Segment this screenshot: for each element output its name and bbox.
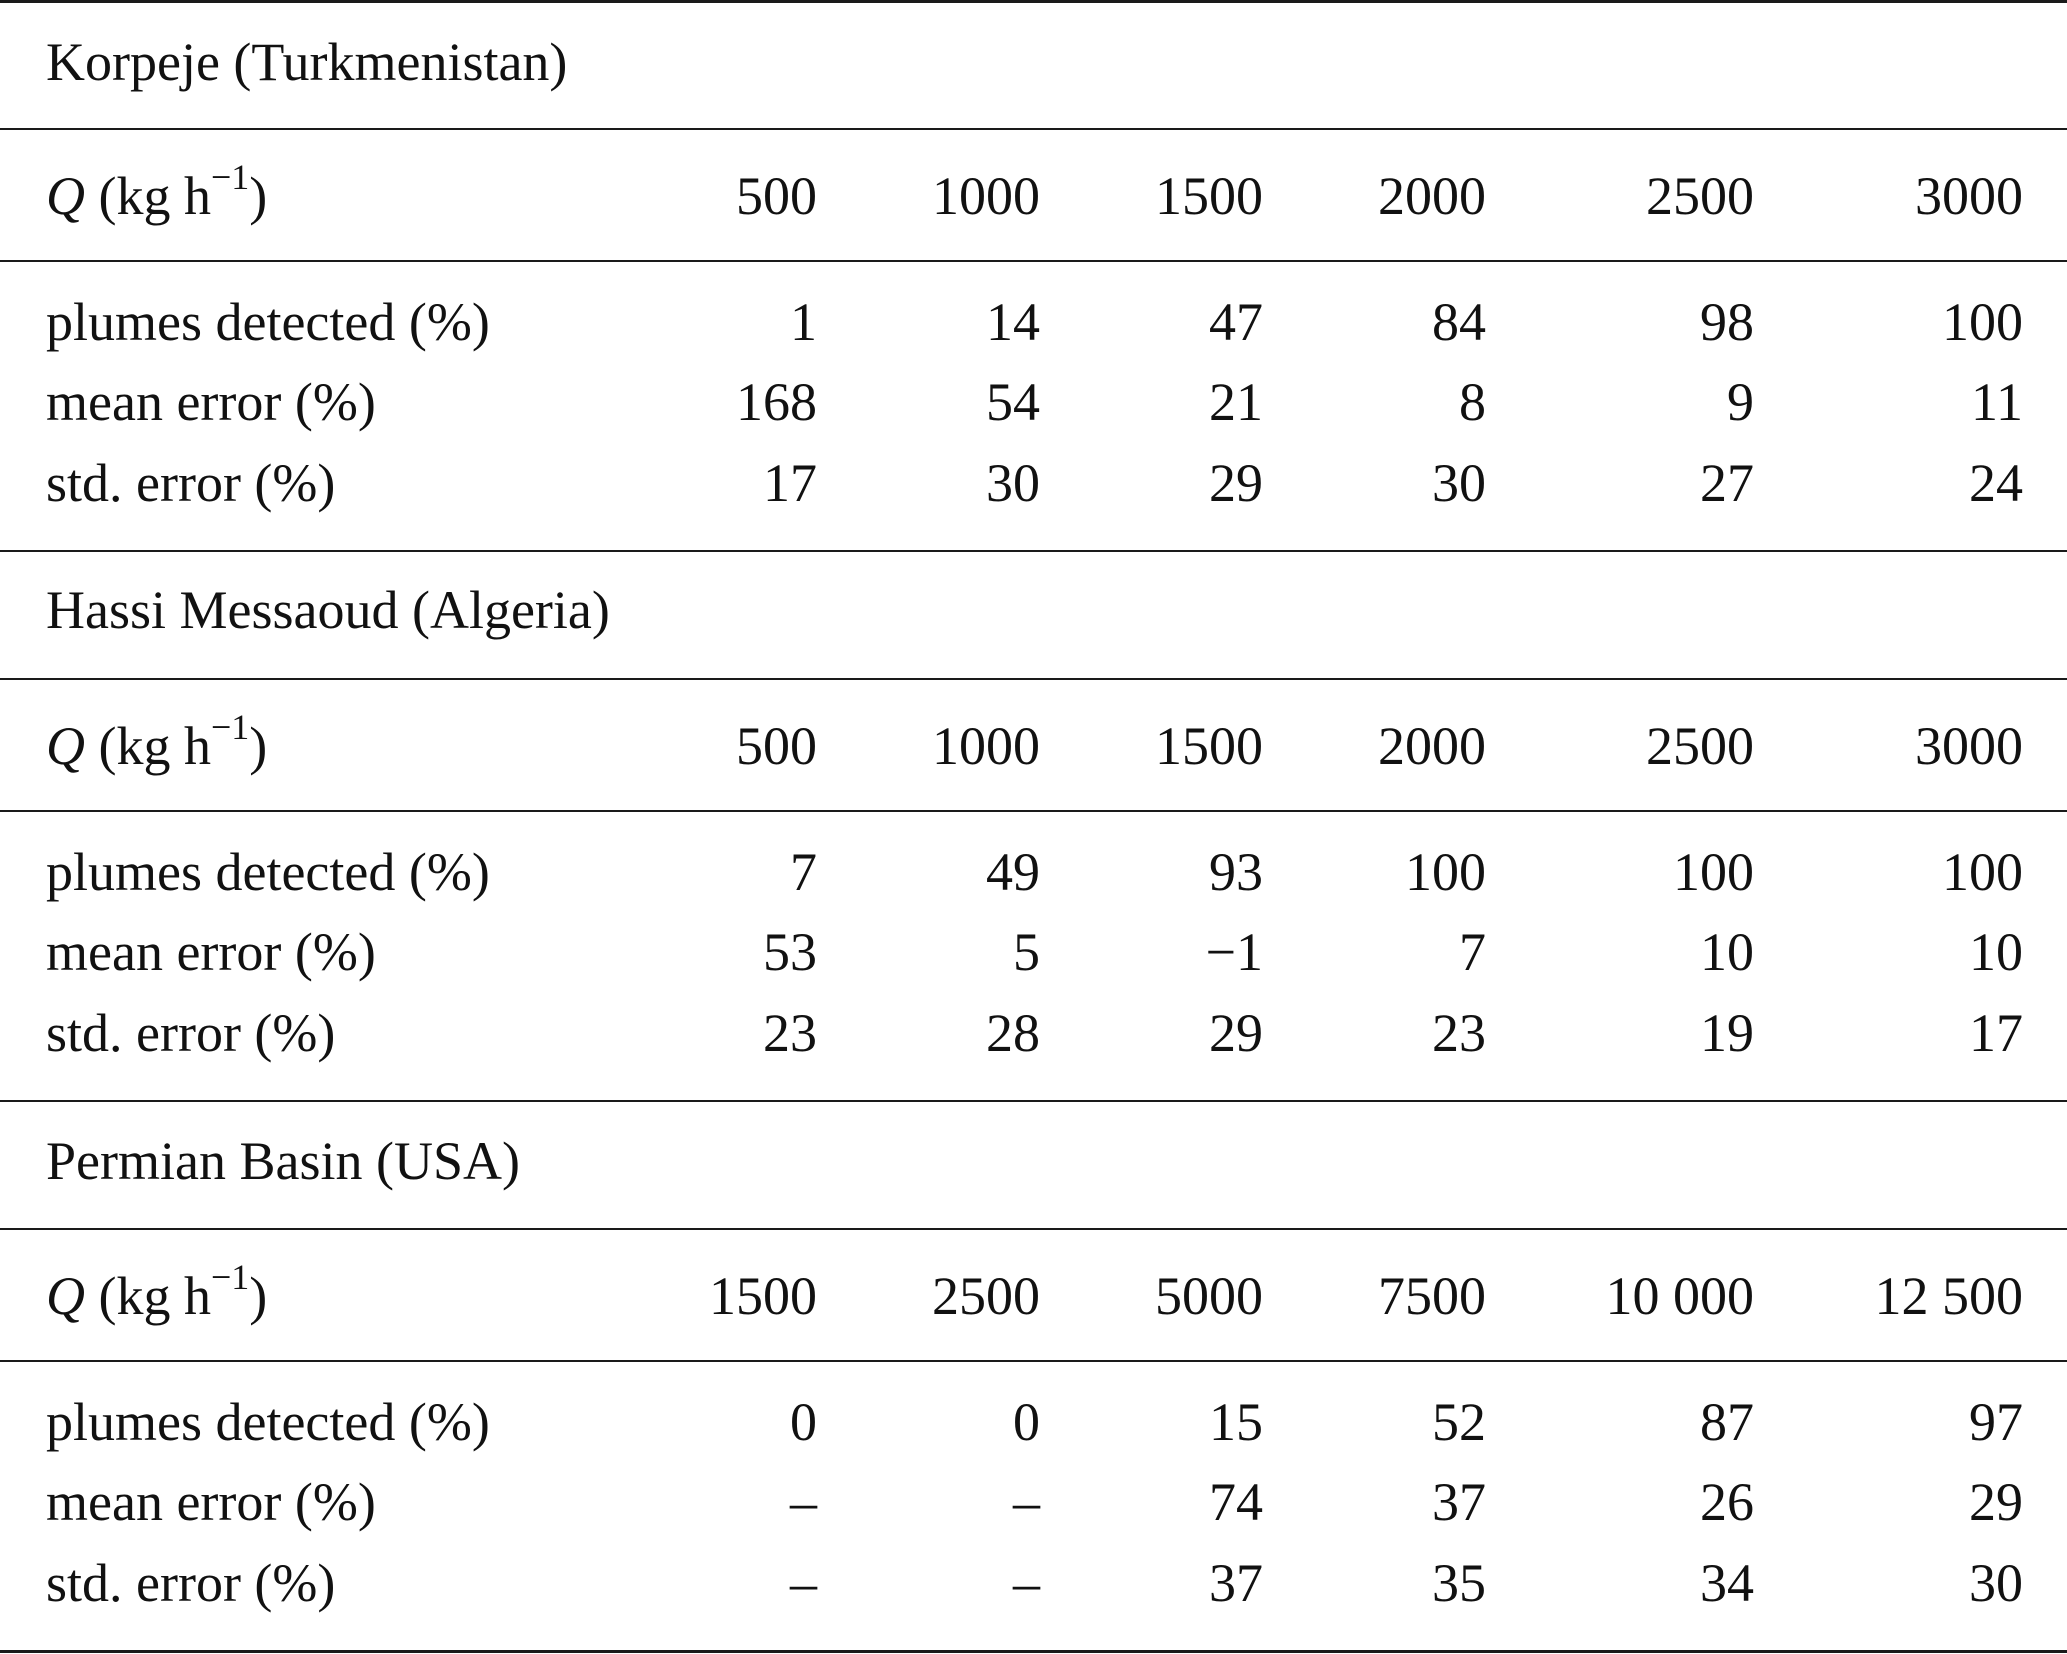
cell: 100 (1942, 292, 2023, 352)
table-row (0, 1003, 2067, 1063)
header-rule (0, 1360, 2067, 1362)
section-rule (0, 1100, 2067, 1102)
cell: 84 (1432, 292, 1486, 352)
cell: 87 (1700, 1392, 1754, 1452)
cell: 34 (1700, 1553, 1754, 1613)
section-rule (0, 128, 2067, 130)
row-label: plumes detected (%) (46, 842, 490, 902)
q-value: 2500 (1646, 716, 1754, 776)
table-row (0, 842, 2067, 902)
cell: – (790, 1553, 817, 1613)
cell: 98 (1700, 292, 1754, 352)
q-header-row (0, 707, 2067, 776)
table-row (0, 1472, 2067, 1532)
section-rule (0, 1228, 2067, 1230)
q-value: 1500 (1155, 716, 1263, 776)
cell: 37 (1209, 1553, 1263, 1613)
q-value: 1500 (1155, 166, 1263, 226)
cell: 0 (1013, 1392, 1040, 1452)
q-header-row (0, 1257, 2067, 1326)
cell: 15 (1209, 1392, 1263, 1452)
row-label: std. error (%) (46, 1003, 336, 1063)
cell: 1 (790, 292, 817, 352)
header-rule (0, 810, 2067, 812)
q-value: 10 000 (1605, 1266, 1754, 1326)
cell: 17 (763, 453, 817, 513)
header-rule (0, 260, 2067, 262)
cell: 9 (1727, 372, 1754, 432)
cell: 97 (1969, 1392, 2023, 1452)
cell: 30 (986, 453, 1040, 513)
section-title: Hassi Messaoud (Algeria) (46, 580, 610, 640)
cell: 100 (1942, 842, 2023, 902)
cell: 17 (1969, 1003, 2023, 1063)
cell: 19 (1700, 1003, 1754, 1063)
q-value: 3000 (1915, 166, 2023, 226)
cell: 23 (763, 1003, 817, 1063)
q-label: Q (kg $h^{-1}$) (46, 707, 268, 776)
q-value: 2500 (932, 1266, 1040, 1326)
cell: – (1013, 1472, 1040, 1532)
cell: 52 (1432, 1392, 1486, 1452)
q-label: Q (kg $h^{-1}$) (46, 1257, 268, 1326)
q-label: Q (kg $h^{-1}$) (46, 157, 268, 226)
cell: 47 (1209, 292, 1263, 352)
q-value: 2000 (1378, 716, 1486, 776)
q-value: 2500 (1646, 166, 1754, 226)
cell: 10 (1700, 922, 1754, 982)
cell: 29 (1209, 1003, 1263, 1063)
cell: 53 (763, 922, 817, 982)
section-title: Permian Basin (USA) (46, 1131, 520, 1191)
cell: 35 (1432, 1553, 1486, 1613)
cell: 10 (1969, 922, 2023, 982)
cell: – (790, 1472, 817, 1532)
cell: −1 (1205, 922, 1263, 982)
row-label: plumes detected (%) (46, 1392, 490, 1452)
cell: 168 (736, 372, 817, 432)
section-rule (0, 678, 2067, 680)
cell: 14 (986, 292, 1040, 352)
table-row (0, 1392, 2067, 1452)
cell: 24 (1969, 453, 2023, 513)
cell: 11 (1971, 372, 2023, 432)
cell: 21 (1209, 372, 1263, 432)
cell: 93 (1209, 842, 1263, 902)
table-row (0, 1553, 2067, 1613)
cell: 30 (1969, 1553, 2023, 1613)
cell: 7 (790, 842, 817, 902)
q-value: 1000 (932, 716, 1040, 776)
q-value: 500 (736, 166, 817, 226)
cell: 28 (986, 1003, 1040, 1063)
table-bottom-rule (0, 1650, 2067, 1653)
section-rule (0, 550, 2067, 552)
row-label: mean error (%) (46, 922, 376, 982)
cell: 27 (1700, 453, 1754, 513)
cell: 5 (1013, 922, 1040, 982)
section-title: Korpeje (Turkmenistan) (46, 32, 568, 92)
cell: 29 (1209, 453, 1263, 513)
table-row (0, 453, 2067, 513)
row-label: std. error (%) (46, 1553, 336, 1613)
q-value: 5000 (1155, 1266, 1263, 1326)
cell: 30 (1432, 453, 1486, 513)
row-label: std. error (%) (46, 453, 336, 513)
table-row (0, 292, 2067, 352)
table-top-rule (0, 0, 2067, 3)
q-value: 1500 (709, 1266, 817, 1326)
table-row (0, 922, 2067, 982)
q-value: 3000 (1915, 716, 2023, 776)
q-value: 500 (736, 716, 817, 776)
cell: 7 (1459, 922, 1486, 982)
q-value: 12 500 (1874, 1266, 2023, 1326)
cell: 0 (790, 1392, 817, 1452)
table-row (0, 372, 2067, 432)
q-value: 1000 (932, 166, 1040, 226)
cell: – (1013, 1553, 1040, 1613)
cell: 100 (1405, 842, 1486, 902)
cell: 49 (986, 842, 1040, 902)
cell: 8 (1459, 372, 1486, 432)
cell: 54 (986, 372, 1040, 432)
row-label: mean error (%) (46, 1472, 376, 1532)
cell: 26 (1700, 1472, 1754, 1532)
cell: 74 (1209, 1472, 1263, 1532)
q-value: 2000 (1378, 166, 1486, 226)
cell: 23 (1432, 1003, 1486, 1063)
q-value: 7500 (1378, 1266, 1486, 1326)
cell: 29 (1969, 1472, 2023, 1532)
row-label: plumes detected (%) (46, 292, 490, 352)
cell: 100 (1673, 842, 1754, 902)
row-label: mean error (%) (46, 372, 376, 432)
cell: 37 (1432, 1472, 1486, 1532)
q-header-row (0, 157, 2067, 226)
